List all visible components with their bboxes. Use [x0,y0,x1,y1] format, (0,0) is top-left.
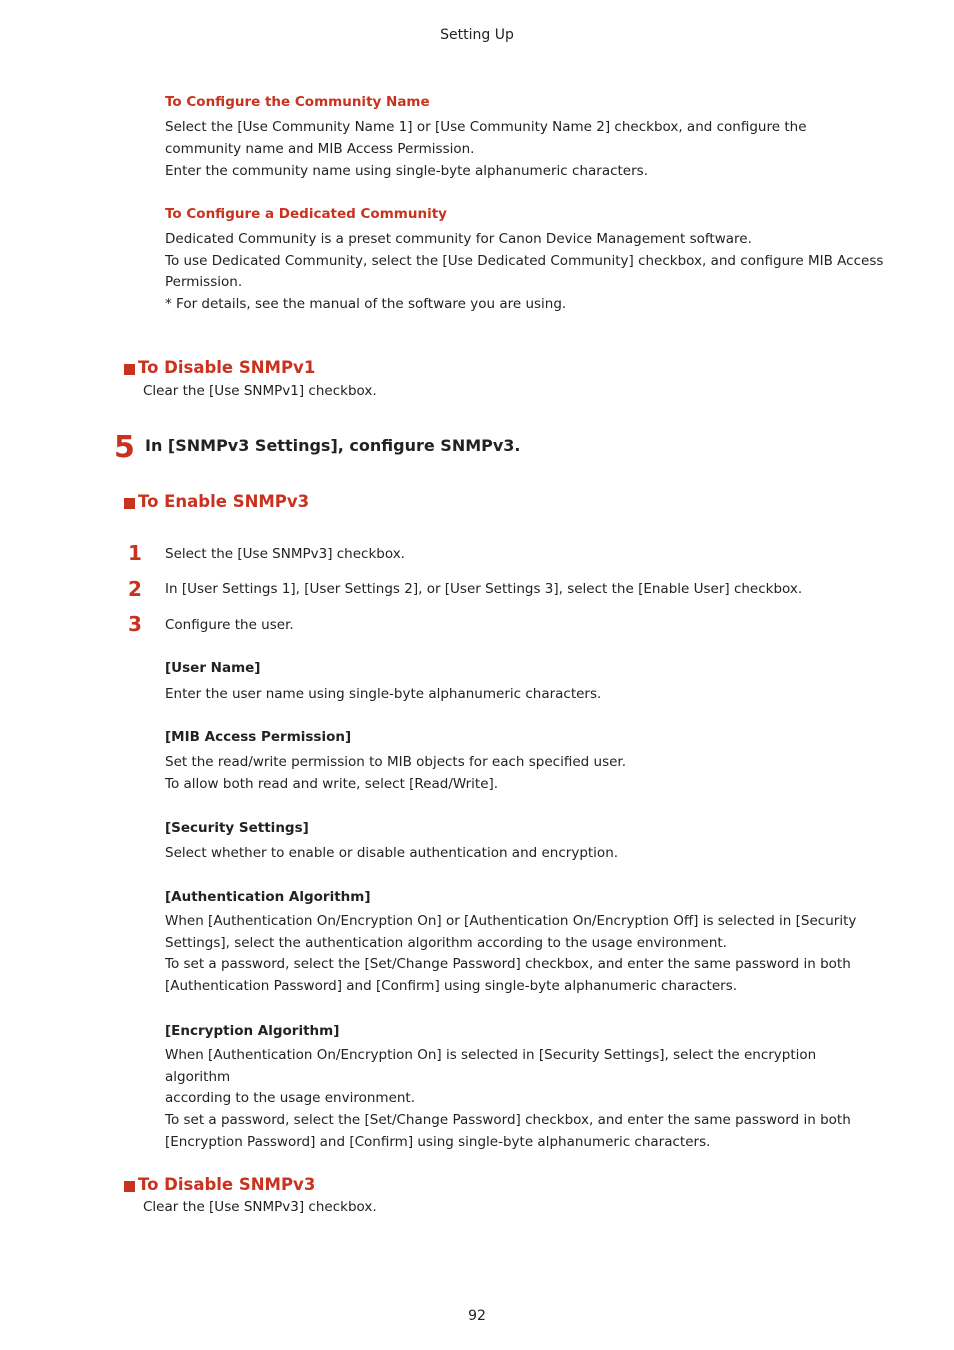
term-mib-access: [MIB Access Permission] [165,729,352,745]
term-enc-algorithm: [Encryption Algorithm] [165,1023,340,1039]
term-user-name-text [165,683,885,705]
text-line: Set the read/write permission to MIB objects for each specified user. [165,754,627,770]
text-line: [Encryption Password] and [Confirm] using single-byte alphanumeric characters. [165,1133,711,1150]
text-line: Dedicated Community is a preset community for Canon Device Management software. [165,231,752,247]
square-bullet-icon [124,1181,135,1192]
term-security: [Security Settings] [165,820,309,836]
enable-snmpv3-heading [124,491,309,513]
text-line: Select whether to enable or disable authentication and encryption. [165,845,619,861]
term-auth-algorithm: [Authentication Algorithm] [165,889,371,905]
substep-number: 2 [128,577,142,601]
community-name-heading: To Configure the Community Name [165,94,430,110]
substep-text: In [User Settings 1], [User Settings 2], or [User Settings 3], select the [Enable User] checkbox. [165,581,803,597]
term-enc-algorithm-text [165,1045,885,1154]
substep-text: Select the [Use SNMPv3] checkbox. [165,546,405,562]
text-line: according to the usage environment. [165,1090,416,1107]
square-bullet-icon [124,498,135,509]
section-title: To Disable SNMPv1 [138,358,316,377]
text-line: Settings], select the authentication algorithm according to the usage environment. [165,934,727,951]
page-number: 92 [468,1308,486,1324]
text-line: To use Dedicated Community, select the [Use Dedicated Community] checkbox, and configure MIB Access [165,252,884,269]
term-mib-access-text [165,752,885,795]
disable-snmpv1-text: Clear the [Use SNMPv1] checkbox. [143,383,377,399]
term-security-text [165,842,885,864]
section-title: To Enable SNMPv3 [138,492,310,511]
text-line: Select the [Use Community Name 1] or [Use Community Name 2] checkbox, and configure the [165,119,807,135]
term-auth-algorithm-text [165,911,885,998]
substep-text: Configure the user. [165,617,294,633]
text-line: Enter the community name using single-byte alphanumeric characters. [165,163,648,179]
text-line: When [Authentication On/Encryption On] or [Authentication On/Encryption Off] is selected in [Security [165,913,857,929]
step-number: 5 [114,430,135,465]
text-line: Permission. [165,274,243,290]
page-header: Setting Up [440,27,514,43]
text-line: [Authentication Password] and [Confirm] using single-byte alphanumeric characters. [165,978,738,995]
step-text: In [SNMPv3 Settings], configure SNMPv3. [145,436,521,455]
disable-snmpv3-heading [124,1174,315,1196]
disable-snmpv1-heading [124,357,315,379]
substep-number: 1 [128,541,142,565]
substep-number: 3 [128,612,142,636]
dedicated-community-heading: To Configure a Dedicated Community [165,206,447,222]
section-title: To Disable SNMPv3 [138,1175,316,1194]
text-line: To allow both read and write, select [Read/Write]. [165,775,499,792]
text-line: * For details, see the manual of the software you are using. [165,295,567,312]
disable-snmpv3-text: Clear the [Use SNMPv3] checkbox. [143,1199,377,1215]
text-line: Enter the user name using single-byte alphanumeric characters. [165,686,602,702]
text-line: To set a password, select the [Set/Change Password] checkbox, and enter the same password in both [165,1112,851,1129]
community-name-text [165,116,885,182]
text-line: community name and MIB Access Permission. [165,141,475,157]
text-line: When [Authentication On/Encryption On] is selected in [Security Settings], select the encryption algorithm [165,1047,817,1085]
text-line: To set a password, select the [Set/Change Password] checkbox, and enter the same password in both [165,956,851,973]
term-user-name: [User Name] [165,660,261,676]
square-bullet-icon [124,364,135,375]
dedicated-community-text [165,229,885,315]
